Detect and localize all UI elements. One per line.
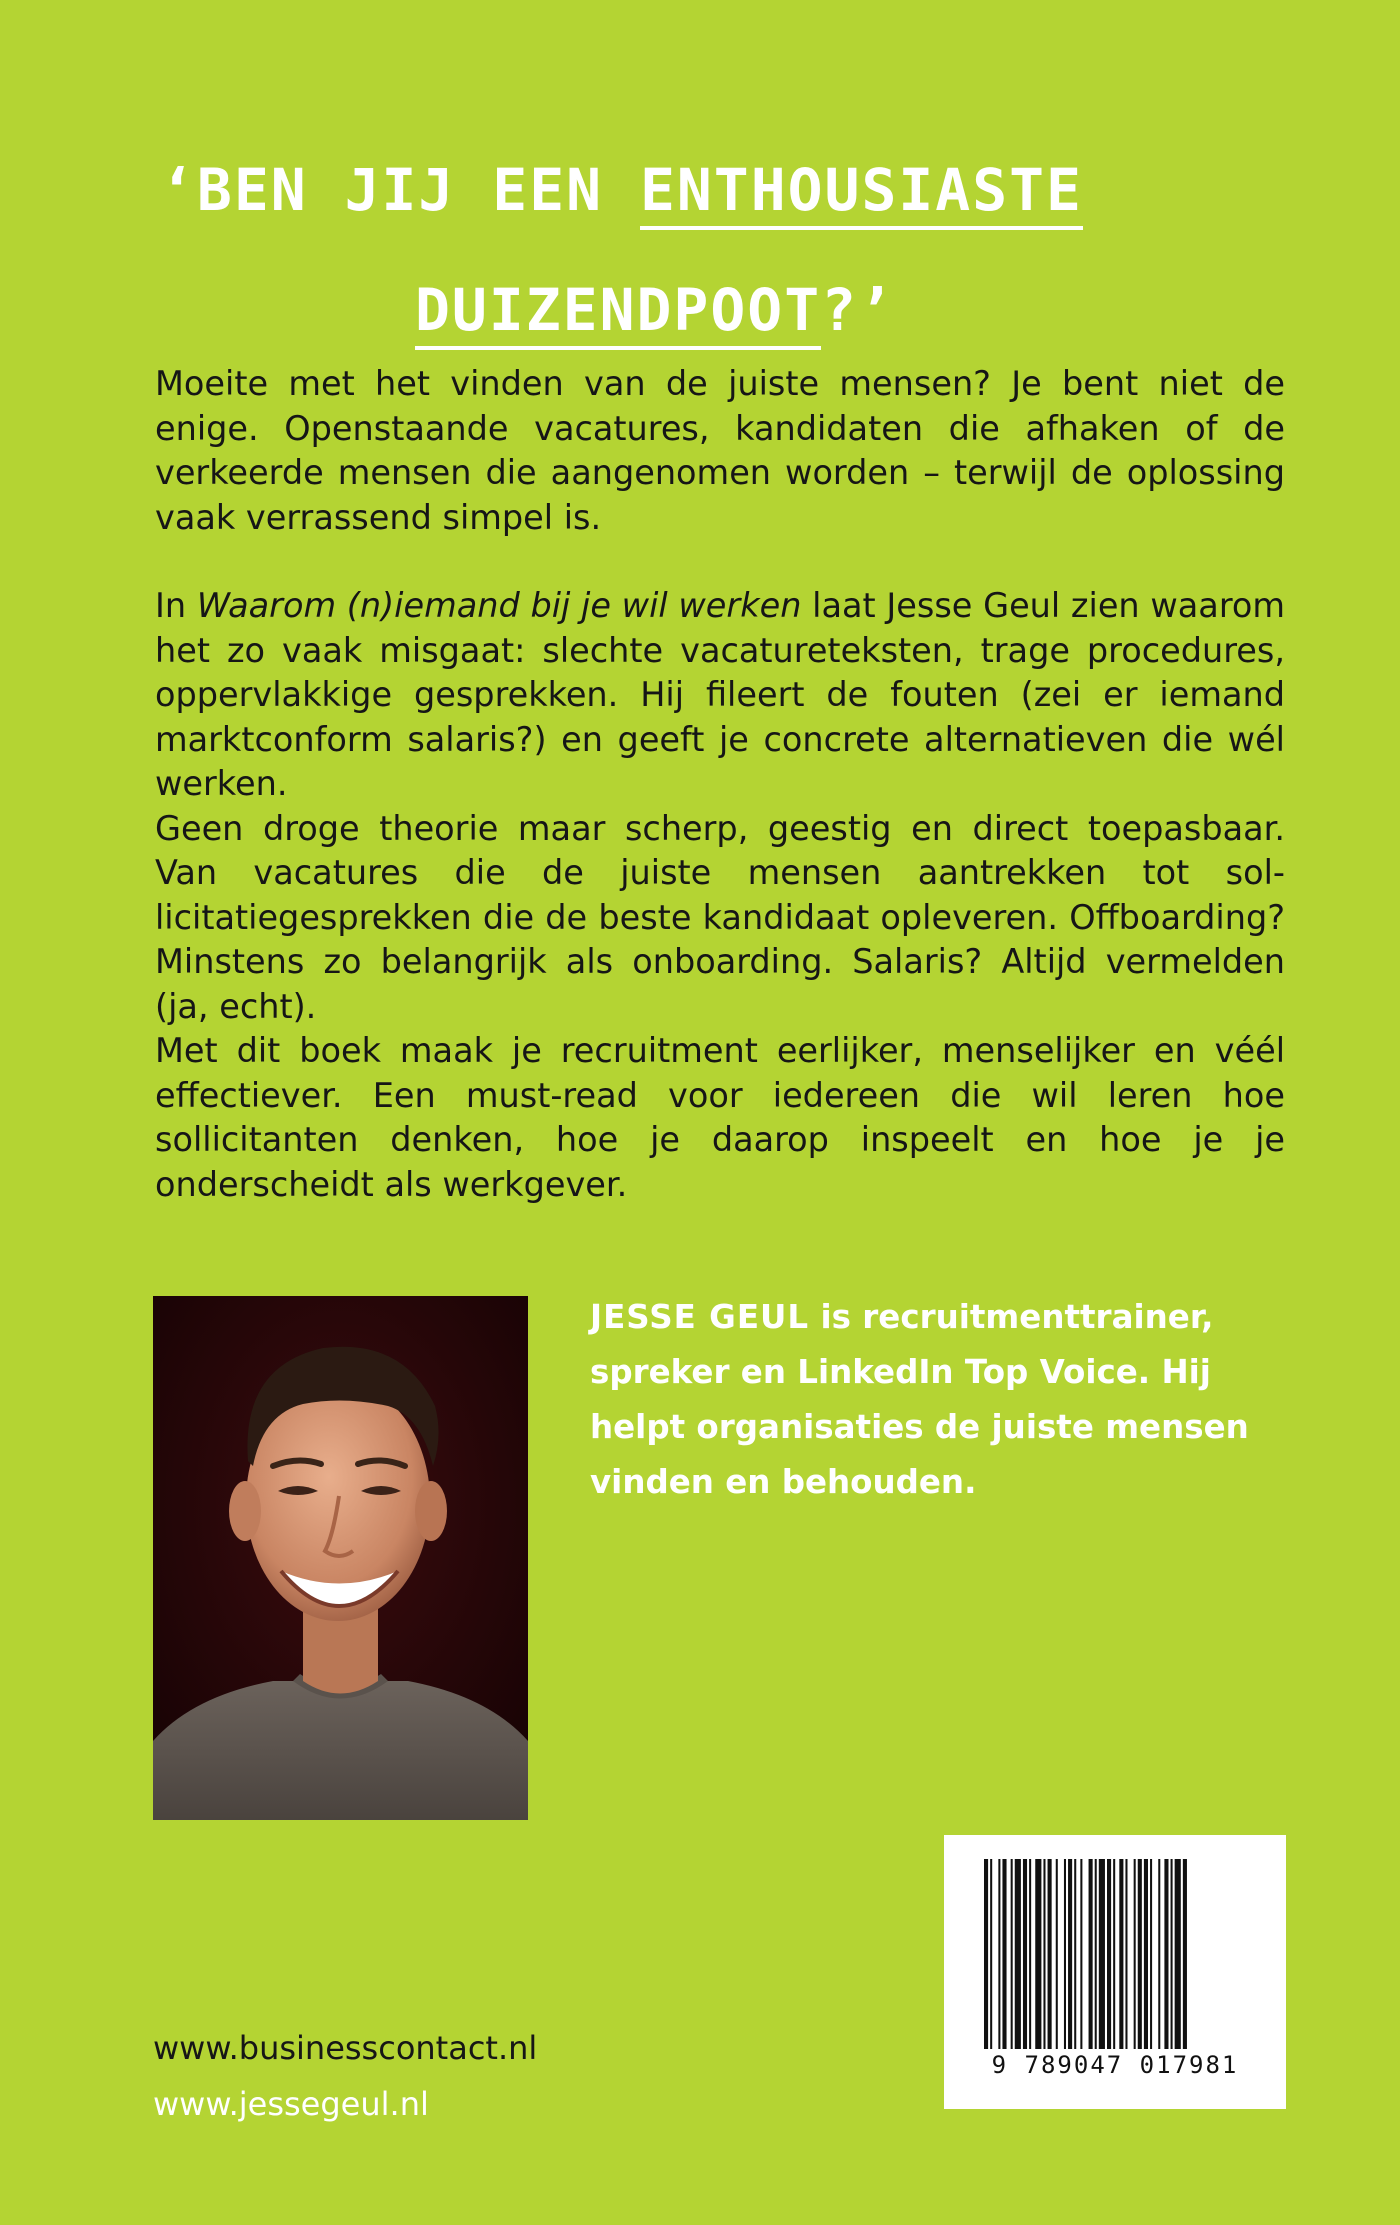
author-portrait-illustration [153, 1296, 528, 1820]
barcode-bar [1158, 1859, 1160, 2049]
barcode-bar [1080, 1859, 1082, 2049]
barcode-bar [1023, 1859, 1027, 2049]
barcode-box [944, 1835, 1286, 2109]
barcode-bar [1015, 1859, 1021, 2049]
barcode-bar [1056, 1859, 1058, 2049]
barcode-bar [1068, 1859, 1072, 2049]
back-cover-blurb [155, 362, 1285, 1207]
blurb-paragraph-4: Met dit boek maak je recruitment eerlijker, menselijker en véél effectiever. Een must-read voor iedereen die wil leren hoe sollicitanten denken, hoe je daarop inspeelt en hoe je je onderscheidt als werkgever. [155, 1031, 1285, 1204]
barcode-bar [1164, 1859, 1168, 2049]
barcode-bar [1095, 1859, 1097, 2049]
barcode-bar [1107, 1859, 1111, 2049]
isbn-number: 9 789047 017981 [991, 2051, 1239, 2079]
author-name: JESSE GEUL [590, 1298, 810, 1336]
author-bio-text: is recruitmenttrainer, spreker en LinkedIn Top Voice. Hij helpt organisaties de juiste mensen vinden en behouden. [590, 1298, 1249, 1501]
barcode-bar [1074, 1859, 1076, 2049]
barcode-bar [1011, 1859, 1013, 2049]
blurb-paragraph-1: Moeite met het vinden van de juiste mensen? Je bent niet de enige. Openstaande vacatures, kandidaten die afhaken of de verkeerde mensen die aangenomen worden – terwijl de oplossing vaak verrassend simpel is. [155, 364, 1285, 537]
author-url[interactable]: www.jessegeul.nl [153, 2085, 429, 2123]
barcode-bar [1089, 1859, 1093, 2049]
headline-part-4: ?’ [821, 276, 895, 344]
barcode-bar [1175, 1859, 1181, 2049]
barcode-bar [1125, 1859, 1127, 2049]
blurb-p2-intro: In [155, 586, 197, 625]
website-links [153, 2020, 537, 2132]
headline-underlined-word-2: DUIZENDPOOT [415, 276, 821, 350]
barcode-bar [1150, 1859, 1152, 2049]
headline-underlined-word: ENTHOUSIASTE [640, 156, 1083, 230]
barcode-bar [1138, 1859, 1142, 2049]
barcode-bar [1048, 1859, 1052, 2049]
barcode-bar [1029, 1859, 1031, 2049]
cover-headline [160, 130, 1260, 370]
book-title: Waarom (n)iemand bij je wil werken [196, 586, 802, 625]
barcode-bar [1119, 1859, 1123, 2049]
headline-part-1: ‘BEN JIJ EEN [160, 156, 640, 224]
blurb-paragraph-3: Geen droge theorie maar scherp, geestig en direct toepasbaar. Van vacatures die de juiste mensen aantrekken tot sollicitatiegesprekken die de beste kandidaat opleveren. Offboarding? Minstens zo belangrijk als onboarding. Salaris? Altijd vermelden (ja, echt). [155, 808, 1285, 1026]
barcode-bar [1144, 1859, 1148, 2049]
barcode-bar [1064, 1859, 1066, 2049]
barcode-bar [1043, 1859, 1045, 2049]
barcode-icon [984, 1859, 1246, 2049]
barcode-bar [990, 1859, 992, 2049]
barcode-bar [1035, 1859, 1041, 2049]
barcode-bar [1171, 1859, 1173, 2049]
author-photo [153, 1296, 528, 1820]
barcode-bar [1113, 1859, 1115, 2049]
barcode-bar [1002, 1859, 1006, 2049]
headline-line-1 [160, 130, 1260, 250]
barcode-bar [1134, 1859, 1136, 2049]
barcode-bar [1183, 1859, 1187, 2049]
author-bio [590, 1290, 1290, 1510]
blurb-p2-rest: laat Jesse Geul zien waarom het zo vaak misgaat: slechte vacatureteksten, trage procedures, oppervlakkige gesprekken. Hij fileert de fouten (zei er iemand marktconform salaris?) en geeft je concrete alternatieven die wél werken. [155, 586, 1286, 803]
barcode-bar [1099, 1859, 1105, 2049]
blurb-paragraph-2 [155, 584, 1285, 807]
barcode-bar [984, 1859, 988, 2049]
barcode-bar [998, 1859, 1000, 2049]
headline-line-2 [160, 250, 1260, 370]
publisher-url[interactable]: www.businesscontact.nl [153, 2029, 538, 2067]
